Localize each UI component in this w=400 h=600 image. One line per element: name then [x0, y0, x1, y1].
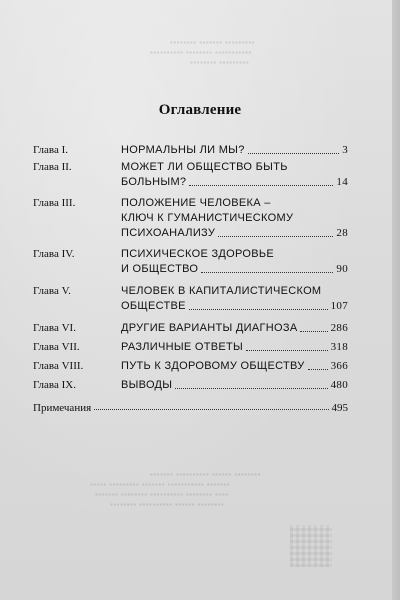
dot-leader: [189, 308, 328, 310]
dot-leader: [201, 271, 333, 273]
dot-leader: [175, 387, 327, 389]
chapter-title: [121, 321, 348, 336]
bleed-through-text: ▪▪▪▪▪▪▪▪ ▪▪▪▪▪▪▪ ▪▪▪▪▪▪▪▪▪: [170, 38, 256, 47]
page-number: 90: [336, 263, 348, 275]
chapter-title: [121, 340, 348, 355]
dot-leader: [94, 408, 328, 410]
toc-entry[interactable]: [33, 340, 348, 355]
page-number: 480: [330, 379, 348, 391]
chapter-number: Глава III.: [33, 197, 76, 209]
toc-entry[interactable]: [33, 247, 348, 277]
page-edge: [392, 0, 400, 600]
bleed-through-text: ▪▪▪▪▪▪▪ ▪▪▪▪▪▪▪▪▪▪ ▪▪▪▪▪▪ ▪▪▪▪▪▪▪▪: [150, 470, 261, 479]
bleed-through-text: ▪▪▪▪▪ ▪▪▪▪▪▪▪▪▪ ▪▪▪▪▪▪▪ ▪▪▪▪▪▪▪▪▪▪▪ ▪▪▪▪▪▪▪: [90, 480, 231, 489]
chapter-title: [121, 359, 348, 374]
notes-page-number: 495: [331, 402, 348, 414]
page-number: 286: [330, 322, 348, 334]
toc-notes-entry[interactable]: [33, 402, 348, 414]
chapter-title-line: БОЛЬНЫМ?: [121, 176, 187, 188]
bleed-through-text: ▪▪▪▪▪▪▪▪ ▪▪▪▪▪▪▪▪▪▪ ▪▪▪▪▪▪ ▪▪▪▪▪▪▪▪: [110, 500, 225, 509]
chapter-title-line: ПСИХОАНАЛИЗУ: [121, 227, 216, 239]
chapter-number: Глава IV.: [33, 248, 75, 260]
chapter-title: [121, 284, 348, 314]
toc-title: Оглавление: [158, 102, 242, 118]
toc-entry[interactable]: [33, 321, 348, 336]
dot-leader: [189, 184, 333, 186]
toc-entry[interactable]: [33, 143, 348, 158]
page-number: 366: [330, 360, 348, 372]
chapter-number: Глава VIII.: [33, 360, 84, 372]
chapter-title-line: ПУТЬ К ЗДОРОВОМУ ОБЩЕСТВУ: [121, 360, 305, 372]
chapter-title-line: ПОЛОЖЕНИЕ ЧЕЛОВЕКА –: [121, 197, 271, 209]
page-number: 28: [336, 227, 348, 239]
chapter-number: Глава VII.: [33, 341, 80, 353]
chapter-title-line: ЧЕЛОВЕК В КАПИТАЛИСТИЧЕСКОМ: [121, 285, 322, 297]
chapter-title-line: И ОБЩЕСТВО: [121, 263, 199, 275]
dot-leader: [308, 368, 328, 370]
chapter-title: [121, 378, 348, 393]
chapter-number: Глава IX.: [33, 379, 76, 391]
chapter-title-line: ПСИХИЧЕСКОЕ ЗДОРОВЬЕ: [121, 248, 275, 260]
toc-entry[interactable]: [33, 378, 348, 393]
chapter-title: [121, 247, 348, 277]
page-number: 318: [330, 341, 348, 353]
chapter-title-line: НОРМАЛЬНЫ ЛИ МЫ?: [121, 144, 245, 156]
toc-entry[interactable]: [33, 284, 348, 314]
dot-leader: [248, 152, 340, 154]
chapter-title-line: ВЫВОДЫ: [121, 379, 173, 391]
dot-leader: [218, 235, 333, 237]
chapter-number: Глава V.: [33, 285, 71, 297]
bleed-through-text: ▪▪▪▪▪▪▪▪ ▪▪▪▪▪▪▪▪▪: [190, 58, 250, 67]
page-number: 14: [336, 176, 348, 188]
dot-leader: [300, 330, 327, 332]
bleed-through-text: ▪▪▪▪▪▪▪ ▪▪▪▪▪▪▪▪ ▪▪▪▪▪▪▪▪▪▪ ▪▪▪▪▪▪▪▪ ▪▪▪▪: [95, 490, 229, 499]
chapter-number: Глава VI.: [33, 322, 76, 334]
chapter-title-line: КЛЮЧ К ГУМАНИСТИЧЕСКОМУ: [121, 212, 294, 224]
bleed-through-text: ▪▪▪▪▪▪▪▪▪▪ ▪▪▪▪▪▪▪▪ ▪▪▪▪▪▪▪▪▪▪▪: [150, 48, 252, 57]
chapter-title-line: ОБЩЕСТВЕ: [121, 300, 186, 312]
chapter-title-line: МОЖЕТ ЛИ ОБЩЕСТВО БЫТЬ: [121, 161, 288, 173]
chapter-number: Глава I.: [33, 144, 68, 156]
page-number: 107: [330, 300, 348, 312]
bleed-through-barcode: [290, 525, 332, 567]
toc-entry[interactable]: [33, 160, 348, 190]
chapter-title: [121, 160, 348, 190]
dot-leader: [246, 349, 328, 351]
chapter-number: Глава II.: [33, 161, 72, 173]
chapter-title-line: РАЗЛИЧНЫЕ ОТВЕТЫ: [121, 341, 244, 353]
notes-label: Примечания: [33, 402, 92, 414]
toc-entry[interactable]: [33, 359, 348, 374]
page-number: 3: [342, 144, 348, 156]
chapter-title: [121, 143, 348, 158]
toc-entry[interactable]: [33, 196, 348, 241]
chapter-title: [121, 196, 348, 241]
chapter-title-line: ДРУГИЕ ВАРИАНТЫ ДИАГНОЗА: [121, 322, 298, 334]
